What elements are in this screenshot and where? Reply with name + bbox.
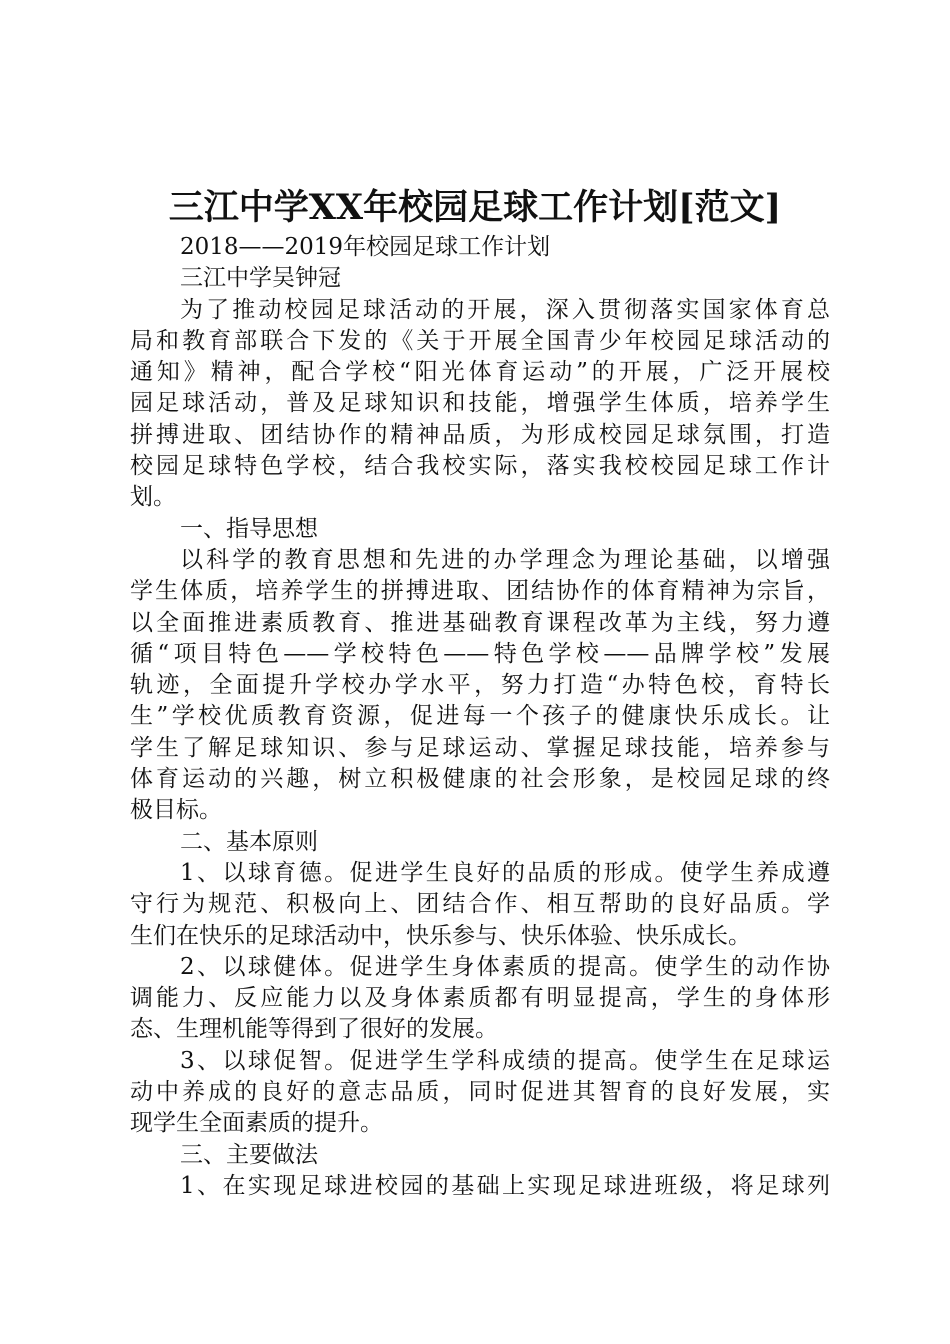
paragraph-line: 1、在实现足球进校园的基础上实现足球进班级，将足球列 xyxy=(180,1172,830,1199)
paragraph-line: 3、以球促智。促进学生学科成绩的提高。使学生在足球运 xyxy=(180,1047,830,1074)
paragraph-line: 体育运动的兴趣，树立积极健康的社会形象，是校园足球的终 xyxy=(130,766,830,793)
paragraph-line: 拼搏进取、团结协作的精神品质，为形成校园足球氛围，打造 xyxy=(130,421,830,448)
paragraph-line: 以全面推进素质教育、推进基础教育课程改革为主线，努力遵 xyxy=(130,609,830,636)
paragraph-line: 循“项目特色——学校特色——特色学校——品牌学校”发展 xyxy=(130,640,830,667)
paragraph-line: 态、生理机能等得到了很好的发展。 xyxy=(130,1016,498,1043)
paragraph-line: 学生了解足球知识、参与足球运动、掌握足球技能，培养参与 xyxy=(130,734,830,761)
paragraph-line: 2、以球健体。促进学生身体素质的提高。使学生的动作协 xyxy=(180,953,830,980)
paragraph-line: 1、以球育德。促进学生良好的品质的形成。使学生养成遵 xyxy=(180,859,830,886)
paragraph-line: 校园足球特色学校，结合我校实际，落实我校校园足球工作计 xyxy=(130,453,830,480)
paragraph-line: 通知》精神，配合学校“阳光体育运动”的开展，广泛开展校 xyxy=(130,359,830,386)
document-title: 三江中学XX年校园足球工作计划[范文] xyxy=(168,187,782,228)
paragraph-line: 二、基本原则 xyxy=(180,828,318,855)
paragraph-line: 园足球活动，普及足球知识和技能，增强学生体质，培养学生 xyxy=(130,390,830,417)
paragraph-line: 学生体质，培养学生的拼搏进取、团结协作的体育精神为宗旨， xyxy=(130,578,830,605)
paragraph-line: 轨迹，全面提升学校办学水平，努力打造“办特色校，育特长 xyxy=(130,672,830,699)
paragraph-line: 调能力、反应能力以及身体素质都有明显提高，学生的身体形 xyxy=(130,985,830,1012)
paragraph-line: 2018——2019年校园足球工作计划 xyxy=(180,234,551,260)
paragraph-line: 守行为规范、积极向上、团结合作、相互帮助的良好品质。学 xyxy=(130,891,830,918)
paragraph-line: 现学生全面素质的提升。 xyxy=(130,1110,383,1137)
paragraph-line: 极目标。 xyxy=(130,797,222,824)
paragraph-line: 划。 xyxy=(130,484,176,511)
paragraph-line: 动中养成的良好的意志品质，同时促进其智育的良好发展，实 xyxy=(130,1079,830,1106)
paragraph-line: 一、指导思想 xyxy=(180,515,318,542)
document-body xyxy=(130,232,830,1202)
paragraph-line: 三江中学吴钟冠 xyxy=(180,265,341,292)
paragraph-line: 局和教育部联合下发的《关于开展全国青少年校园足球活动的 xyxy=(130,327,830,354)
paragraph-line: 生”学校优质教育资源，促进每一个孩子的健康快乐成长。让 xyxy=(130,703,830,730)
paragraph-line: 为了推动校园足球活动的开展，深入贯彻落实国家体育总 xyxy=(180,296,830,323)
paragraph-line: 生们在快乐的足球活动中，快乐参与、快乐体验、快乐成长。 xyxy=(130,922,751,949)
paragraph-line: 三、主要做法 xyxy=(180,1141,318,1168)
paragraph-line: 以科学的教育思想和先进的办学理念为理论基础，以增强 xyxy=(180,546,830,573)
